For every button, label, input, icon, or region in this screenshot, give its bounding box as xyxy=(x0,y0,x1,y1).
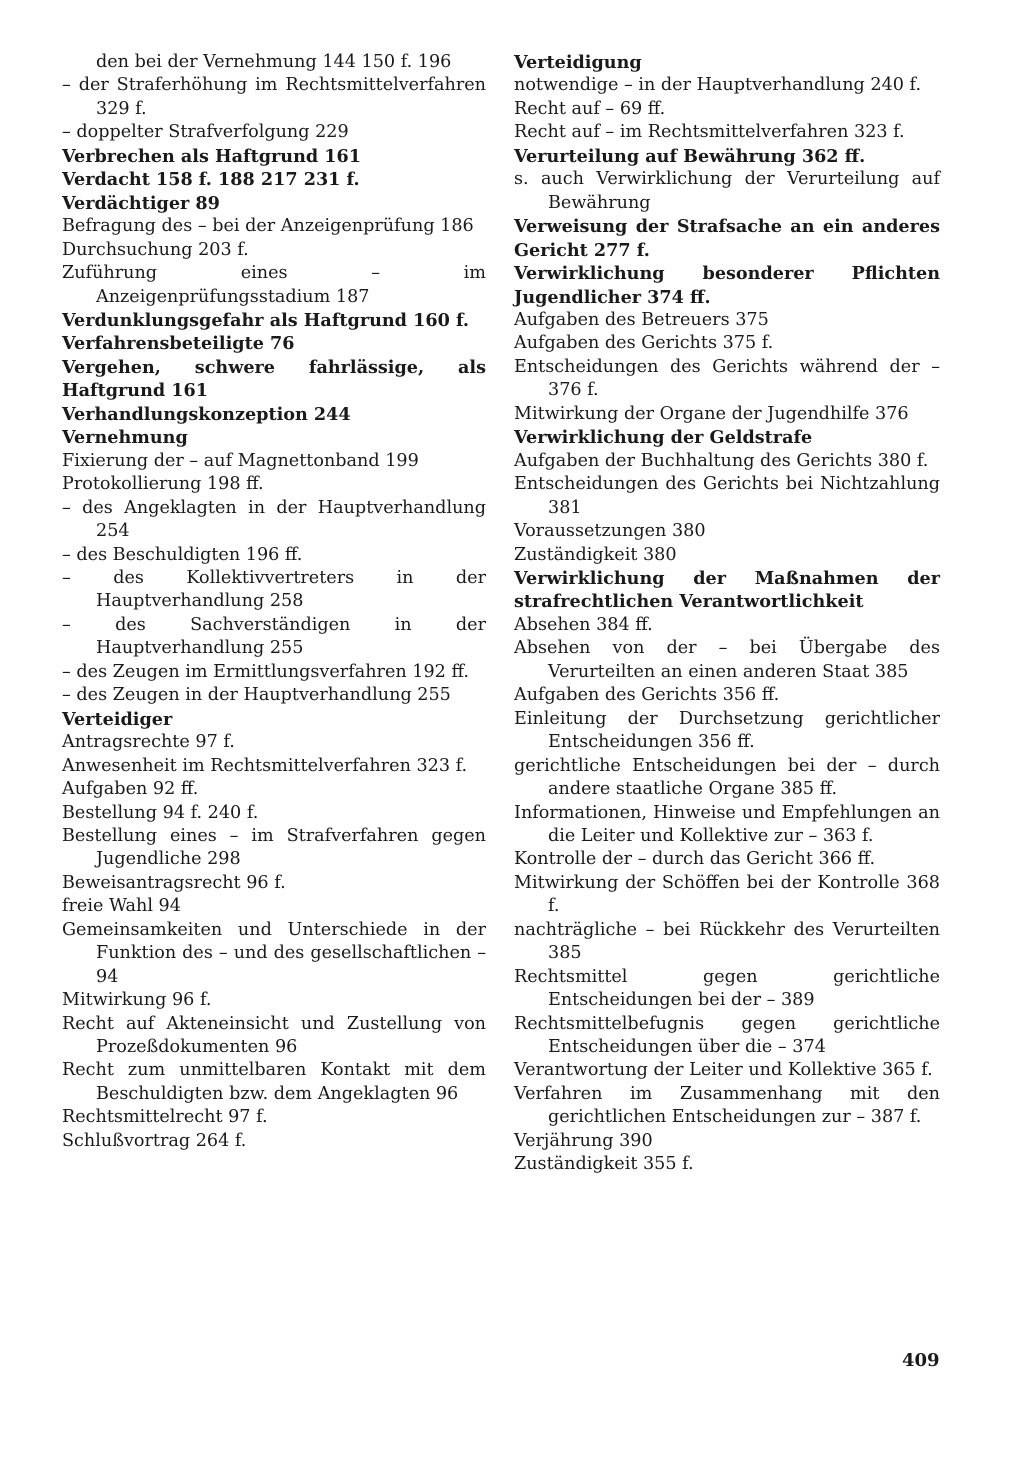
index-heading: Verteidigung xyxy=(514,52,642,73)
index-entry: Recht auf – im Rechtsmittelverfahren 323 f. xyxy=(514,122,905,143)
page-number: 409 xyxy=(902,1350,940,1371)
index-entry: freie Wahl 94 xyxy=(62,896,181,917)
index-heading: Verurteilung auf Bewährung 362 ff. xyxy=(514,145,866,167)
index-entry: Entscheidungen des Gerichts während der – 376 f. xyxy=(514,356,940,401)
index-entry: Protokollierung 198 ff. xyxy=(62,474,264,495)
index-heading: Verwirklichung der Geldstrafe xyxy=(514,427,813,449)
index-entry: Antragsrechte 97 f. xyxy=(62,732,235,753)
index-entry: Recht auf Akteneinsicht und Zustellung von Prozeßdokumenten 96 xyxy=(62,1013,486,1058)
index-entry: notwendige – in der Hauptverhandlung 240 f. xyxy=(514,75,922,96)
index-heading: Verbrechen als Haftgrund 161 xyxy=(62,145,362,167)
index-entry: Gemeinsamkeiten und Unterschiede in der Funktion des – und des gesellschaftlichen – 94 xyxy=(62,919,486,987)
index-entry: Informationen, Hinweise und Empfehlungen an die Leiter und Kollektive zur – 363 f. xyxy=(514,802,940,846)
index-heading: Verweisung der Strafsache an ein anderes Gericht 277 f. xyxy=(514,216,940,261)
index-entry: Absehen von der – bei Übergabe des Verurteilten an einen anderen Staat 385 xyxy=(514,638,940,682)
index-entry: Beweisantragsrecht 96 f. xyxy=(62,872,286,893)
index-entry: Bestellung 94 f. 240 f. xyxy=(62,802,259,823)
index-entry: – des Beschuldigten 196 ff. xyxy=(62,544,303,565)
index-entry: – doppelter Strafverfolgung 229 xyxy=(62,122,349,143)
index-entry: Zuführung eines – im Anzeigenprüfungsstadium 187 xyxy=(62,263,486,307)
index-entry: gerichtliche Entscheidungen bei der – durch andere staatliche Organe 385 ff. xyxy=(514,755,940,800)
index-entry: Anwesenheit im Rechtsmittelverfahren 323 f. xyxy=(62,755,468,776)
index-column-left xyxy=(62,51,486,1153)
index-heading: Verhandlungskonzeption 244 xyxy=(62,403,351,425)
index-entry: Zuständigkeit 355 f. xyxy=(514,1154,694,1175)
index-heading: Vergehen, schwere fahrlässige, als Haftgrund 161 xyxy=(62,356,486,402)
index-entry: Recht auf – 69 ff. xyxy=(514,98,666,119)
index-entry: – des Sachverständigen in der Hauptverhandlung 255 xyxy=(62,614,486,659)
index-entry: Einleitung der Durchsetzung gerichtlicher Entscheidungen 356 ff. xyxy=(514,708,940,753)
index-entry: Entscheidungen des Gerichts bei Nichtzahlung 381 xyxy=(514,474,940,518)
index-heading: Verteidiger xyxy=(62,708,173,730)
index-entry: Recht zum unmittelbaren Kontakt mit dem Beschuldigten bzw. dem Angeklagten 96 xyxy=(62,1060,486,1104)
index-entry: Fixierung der – auf Magnettonband 199 xyxy=(62,450,419,471)
index-entry: Kontrolle der – durch das Gericht 366 ff. xyxy=(514,849,876,870)
index-entry: Mitwirkung der Organe der Jugendhilfe 376 xyxy=(514,403,909,424)
index-entry: Rechtsmittelbefugnis gegen gerichtliche Entscheidungen über die – 374 xyxy=(514,1013,940,1058)
index-entry: Absehen 384 ff. xyxy=(514,614,653,635)
index-entry: Aufgaben der Buchhaltung des Gerichts 380 f. xyxy=(514,450,929,471)
index-heading: Verwirklichung der Maßnahmen der strafrechtlichen Verantwortlichkeit xyxy=(514,567,940,613)
index-entry: Aufgaben des Gerichts 356 ff. xyxy=(514,685,780,706)
index-entry: Mitwirkung 96 f. xyxy=(62,990,212,1011)
index-entry: Verantwortung der Leiter und Kollektive 365 f. xyxy=(514,1060,933,1081)
index-entry: Durchsuchung 203 f. xyxy=(62,239,249,260)
index-heading: Verdunklungsgefahr als Haftgrund 160 f. xyxy=(62,309,470,331)
index-entry: Aufgaben des Gerichts 375 f. xyxy=(514,333,774,354)
index-column-right xyxy=(514,51,940,1177)
index-entry: Mitwirkung der Schöffen bei der Kontrolle 368 f. xyxy=(514,872,940,917)
index-heading: Verdacht 158 f. 188 217 231 f. xyxy=(62,169,360,191)
index-entry: Zuständigkeit 380 xyxy=(514,544,677,565)
index-entry: nachträgliche – bei Rückkehr des Verurteilten 385 xyxy=(514,919,940,964)
index-entry: Bestellung eines – im Strafverfahren gegen Jugendliche 298 xyxy=(62,825,486,870)
index-entry: Rechtsmittelrecht 97 f. xyxy=(62,1107,268,1128)
index-entry: Aufgaben 92 ff. xyxy=(62,779,199,800)
index-entry: s. auch Verwirklichung der Verurteilung auf Bewährung xyxy=(514,169,940,213)
index-entry: den bei der Vernehmung 144 150 f. 196 xyxy=(96,52,452,72)
index-entry: Schlußvortrag 264 f. xyxy=(62,1130,247,1151)
index-heading: Verfahrensbeteiligte 76 xyxy=(62,333,295,355)
index-entry: – des Zeugen in der Hauptverhandlung 255 xyxy=(62,685,451,706)
index-entry: – des Angeklagten in der Hauptverhandlung 254 xyxy=(62,497,486,542)
index-entry: Aufgaben des Betreuers 375 xyxy=(514,309,769,330)
index-heading: Verwirklichung besonderer Pflichten Jugendlicher 374 ff. xyxy=(514,263,940,308)
index-entry: Voraussetzungen 380 xyxy=(514,521,706,542)
index-entry: Verfahren im Zusammenhang mit den gerichtlichen Entscheidungen zur – 387 f. xyxy=(514,1083,940,1128)
index-entry: Verjährung 390 xyxy=(514,1130,653,1151)
index-entry: Befragung des – bei der Anzeigenprüfung 186 xyxy=(62,216,474,237)
index-entry: – der Straferhöhung im Rechtsmittelverfahren 329 f. xyxy=(62,75,486,119)
index-heading: Verdächtiger 89 xyxy=(62,192,220,214)
index-entry: – des Kollektivvertreters in der Hauptverhandlung 258 xyxy=(62,567,486,612)
index-heading: Vernehmung xyxy=(62,427,188,449)
index-entry: Rechtsmittel gegen gerichtliche Entscheidungen bei der – 389 xyxy=(514,966,940,1011)
index-entry: – des Zeugen im Ermittlungsverfahren 192 ff. xyxy=(62,661,469,682)
